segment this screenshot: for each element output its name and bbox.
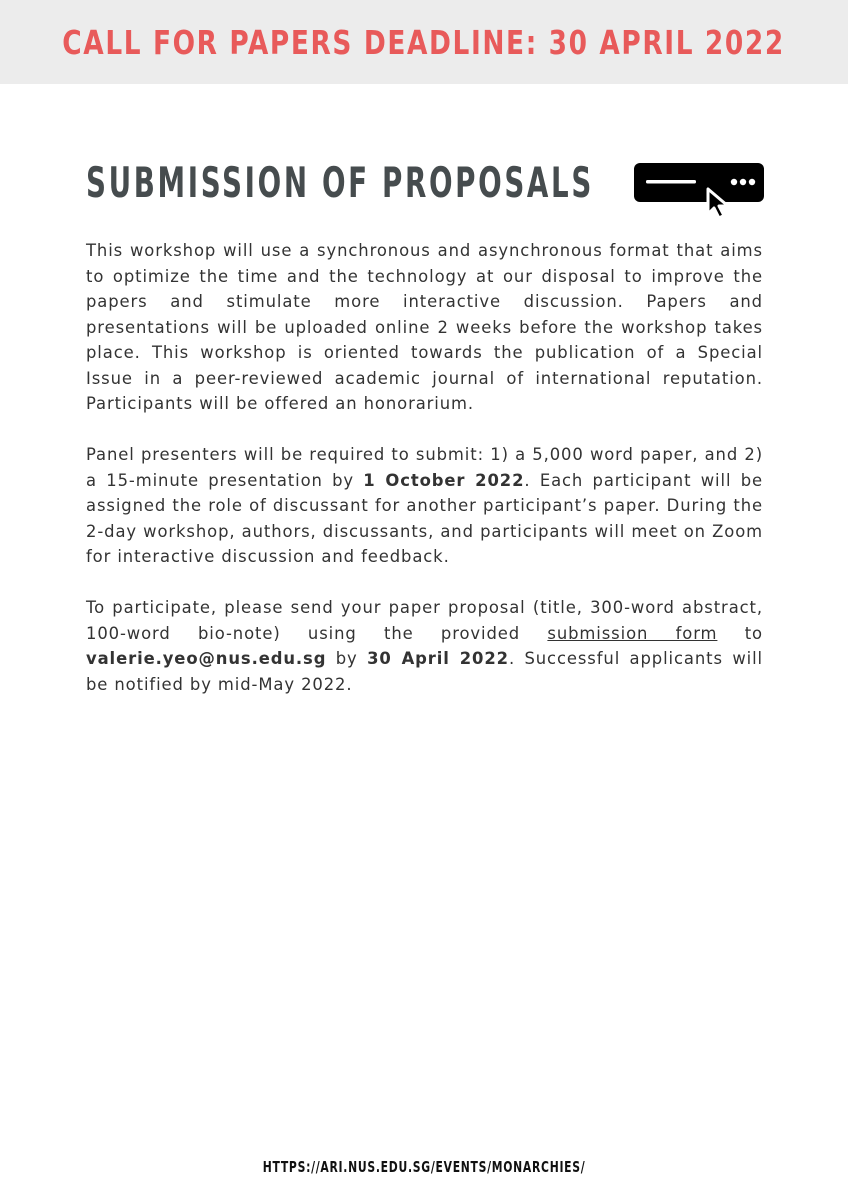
footer (0, 1157, 848, 1176)
deadline-banner (0, 0, 848, 84)
section-heading: SUBMISSION OF PROPOSALS (86, 158, 594, 207)
presentation-deadline: 1 October 2022 (363, 470, 525, 490)
footer-url-link[interactable]: HTTPS://ARI.NUS.EDU.SG/EVENTS/MONARCHIES/ (262, 1158, 586, 1176)
proposal-deadline: 30 April 2022 (367, 649, 509, 668)
paragraph-how-to-participate: To participate, please send your paper proposal (title, 300-word abstract, 100-word bio-note) using the provided submission form to valerie.yeo@nus.edu.sg by 30 April 2022. Successful applicants will be notified by mid-May 2022. (86, 598, 763, 694)
web-browser-cursor-icon (633, 162, 765, 220)
contact-email[interactable]: valerie.yeo@nus.edu.sg (86, 649, 327, 668)
paragraph-requirements: Panel presenters will be required to submit: 1) a 5,000 word paper, and 2) a 15-minute presentation by 1 October 2022. Each participant will be assigned the role of discussant for another participant’s paper. During the 2-day workshop, authors, discussants, and participants will meet on Zoom for interactive discussion and feedback. (86, 445, 763, 566)
submission-form-link[interactable]: submission form (547, 623, 718, 643)
paragraph-format: This workshop will use a synchronous and asynchronous format that aims to optimize the time and the technology at our disposal to improve the papers and stimulate more interactive discussion. Papers and presentations will be uploaded online 2 weeks before the workshop takes place. This workshop is oriented towards the publication of a Special Issue in a peer-reviewed academic journal of international reputation. Participants will be offered an honorarium. (86, 241, 763, 413)
body-text (86, 238, 763, 697)
deadline-banner-text: CALL FOR PAPERS DEADLINE: 30 APRIL 2022 (62, 22, 786, 62)
